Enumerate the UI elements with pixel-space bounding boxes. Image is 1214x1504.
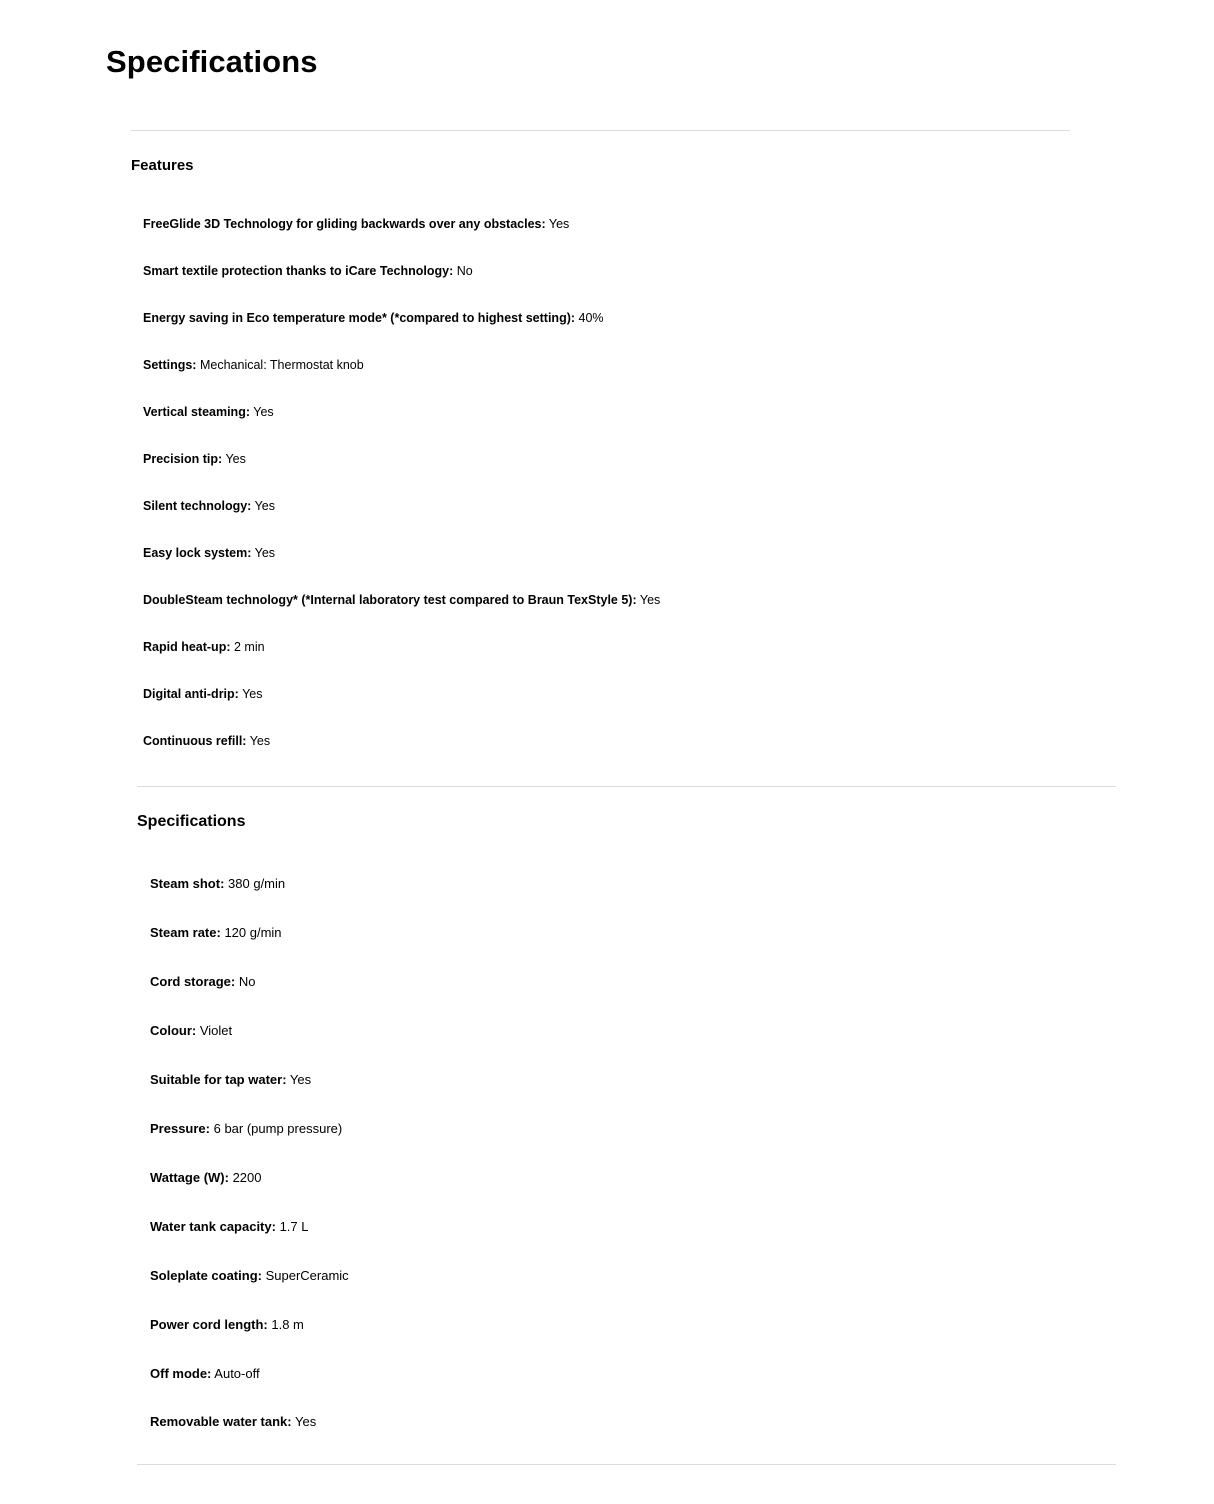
spec-row-wattage (150, 1170, 262, 1185)
feature-label: Energy saving in Eco temperature mode* (*compared to highest setting): (143, 311, 576, 325)
section-title-features: Features (131, 157, 194, 174)
spec-value: Violet (199, 1023, 233, 1038)
spec-row-soleplate-coating (150, 1268, 349, 1283)
feature-row-doublesteam (143, 593, 660, 607)
spec-row-pressure (150, 1121, 342, 1136)
spec-label: Off mode: (150, 1366, 212, 1381)
spec-value: No (238, 974, 256, 989)
page-title: Specifications (106, 44, 318, 79)
spec-value: 120 g/min (224, 925, 282, 940)
feature-row-continuous-refill (143, 734, 270, 748)
feature-label: Silent technology: (143, 499, 252, 513)
feature-label: Digital anti-drip: (143, 687, 239, 701)
spec-row-colour (150, 1023, 232, 1038)
feature-label: Continuous refill: (143, 734, 247, 748)
spec-value: 1.8 m (271, 1317, 304, 1332)
feature-value: 40% (578, 311, 604, 325)
spec-label: Suitable for tap water: (150, 1072, 287, 1087)
spec-row-steam-shot (150, 876, 285, 891)
feature-label: Settings: (143, 358, 197, 372)
feature-label: Vertical steaming: (143, 405, 250, 419)
spec-row-power-cord-length (150, 1317, 304, 1332)
section-divider (131, 130, 1070, 131)
feature-value: Yes (639, 593, 661, 607)
feature-label: Smart textile protection thanks to iCare Technology: (143, 264, 454, 278)
feature-value: Mechanical: Thermostat knob (199, 358, 364, 372)
feature-value: Yes (242, 687, 263, 701)
feature-value: No (456, 264, 473, 278)
spec-label: Steam shot: (150, 876, 225, 891)
spec-label: Wattage (W): (150, 1170, 229, 1185)
spec-row-off-mode (150, 1366, 260, 1381)
spec-label: Steam rate: (150, 925, 221, 940)
spec-label: Removable water tank: (150, 1414, 292, 1429)
spec-value: Yes (295, 1414, 317, 1429)
feature-label: FreeGlide 3D Technology for gliding backwards over any obstacles: (143, 217, 546, 231)
spec-label: Pressure: (150, 1121, 210, 1136)
spec-value: 2200 (232, 1170, 262, 1185)
spec-value: 1.7 L (279, 1219, 309, 1234)
feature-value: Yes (254, 546, 276, 560)
feature-value: Yes (253, 405, 274, 419)
spec-row-removable-water-tank (150, 1414, 316, 1429)
spec-label: Colour: (150, 1023, 197, 1038)
spec-label: Cord storage: (150, 974, 236, 989)
spec-row-water-tank-capacity (150, 1219, 309, 1234)
spec-value: Yes (289, 1072, 312, 1087)
feature-label: Precision tip: (143, 452, 223, 466)
feature-row-precision-tip (143, 452, 246, 466)
section-title-specifications: Specifications (137, 813, 246, 830)
feature-row-silent-technology (143, 499, 275, 513)
spec-row-tap-water (150, 1072, 311, 1087)
feature-label: Rapid heat-up: (143, 640, 231, 654)
feature-row-easy-lock (143, 546, 275, 560)
feature-row-settings (143, 358, 364, 372)
spec-row-steam-rate (150, 925, 282, 940)
spec-value: 380 g/min (228, 876, 286, 891)
feature-row-icare (143, 264, 473, 278)
spec-row-cord-storage (150, 974, 255, 989)
feature-label: Easy lock system: (143, 546, 252, 560)
feature-value: 2 min (233, 640, 265, 654)
spec-value: Auto-off (214, 1366, 260, 1381)
section-divider (137, 786, 1116, 787)
spec-value: SuperCeramic (265, 1268, 349, 1283)
feature-value: Yes (254, 499, 275, 513)
feature-label: DoubleSteam technology* (*Internal laboratory test compared to Braun TexStyle 5): (143, 593, 637, 607)
section-divider (137, 1464, 1116, 1465)
feature-value: Yes (249, 734, 271, 748)
spec-label: Power cord length: (150, 1317, 268, 1332)
feature-value: Yes (225, 452, 246, 466)
feature-value: Yes (548, 217, 570, 231)
spec-value: 6 bar (pump pressure) (213, 1121, 343, 1136)
spec-label: Soleplate coating: (150, 1268, 262, 1283)
feature-row-vertical-steaming (143, 405, 274, 419)
feature-row-freeglide (143, 217, 569, 231)
feature-row-anti-drip (143, 687, 262, 701)
feature-row-eco-energy (143, 311, 604, 325)
feature-row-rapid-heat-up (143, 640, 265, 654)
spec-label: Water tank capacity: (150, 1219, 276, 1234)
